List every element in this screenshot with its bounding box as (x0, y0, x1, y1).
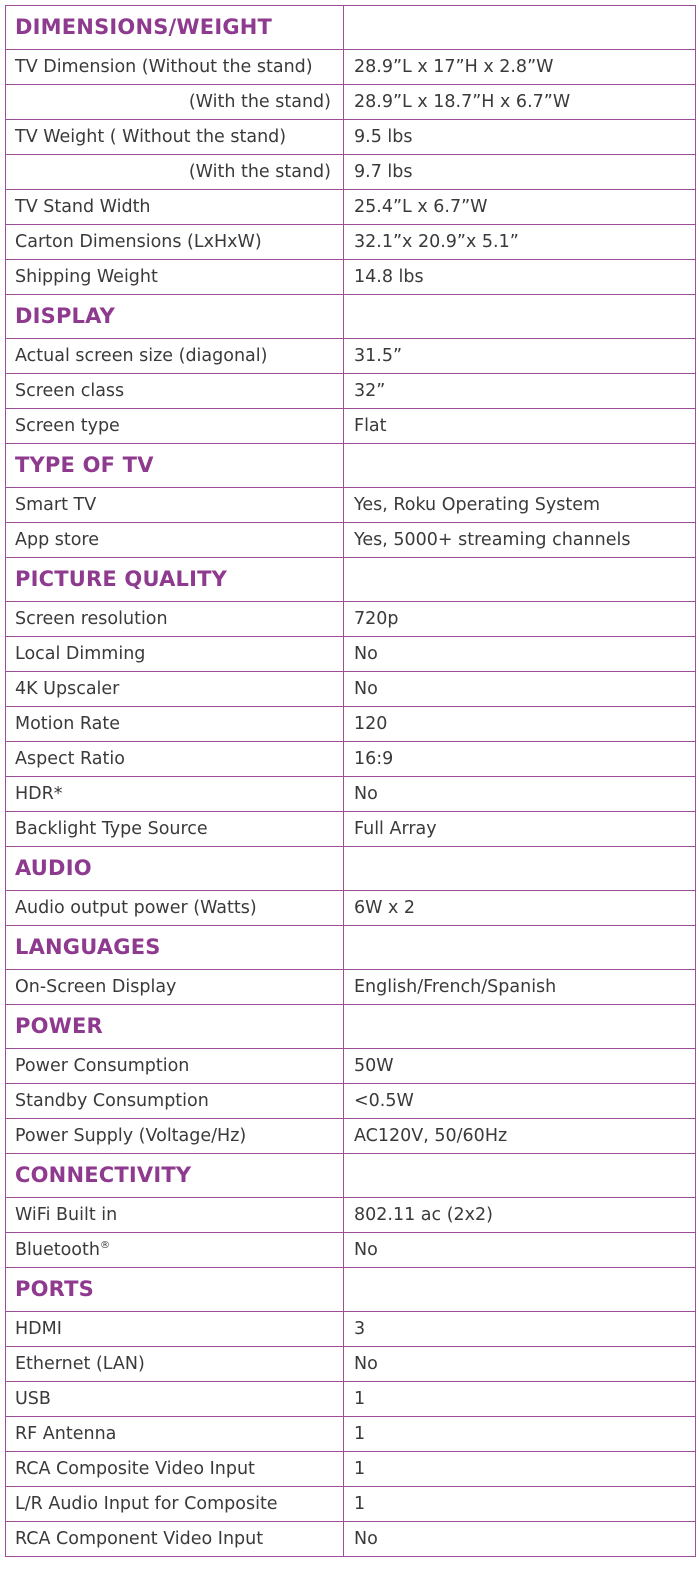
spec-row (6, 1198, 696, 1233)
spec-label: Actual screen size (diagonal) (6, 339, 344, 374)
spec-label: App store (6, 523, 344, 558)
spec-label: Power Supply (Voltage/Hz) (6, 1119, 344, 1154)
spec-label: (With the stand) (6, 85, 344, 120)
spec-value: Yes, 5000+ streaming channels (344, 523, 696, 558)
spec-row (6, 155, 696, 190)
spec-row (6, 777, 696, 812)
spec-label: On-Screen Display (6, 970, 344, 1005)
spec-table (5, 5, 696, 1557)
spec-value: 50W (344, 1049, 696, 1084)
spec-value: 9.5 lbs (344, 120, 696, 155)
spec-label: RCA Composite Video Input (6, 1452, 344, 1487)
spec-row (6, 742, 696, 777)
spec-row (6, 225, 696, 260)
spec-label: Screen resolution (6, 602, 344, 637)
spec-value: 9.7 lbs (344, 155, 696, 190)
section-header-display (6, 295, 696, 339)
spec-label: Power Consumption (6, 1049, 344, 1084)
spec-row (6, 1084, 696, 1119)
spec-label: HDMI (6, 1312, 344, 1347)
spec-row (6, 409, 696, 444)
spec-row (6, 672, 696, 707)
spec-row (6, 1382, 696, 1417)
spec-row (6, 1049, 696, 1084)
spec-value: 32” (344, 374, 696, 409)
spec-value: Yes, Roku Operating System (344, 488, 696, 523)
spec-label: Smart TV (6, 488, 344, 523)
section-header-picture-quality (6, 558, 696, 602)
spec-row (6, 891, 696, 926)
spec-label: Audio output power (Watts) (6, 891, 344, 926)
section-title: PORTS (6, 1268, 344, 1312)
spec-value: AC120V, 50/60Hz (344, 1119, 696, 1154)
spec-label: Screen type (6, 409, 344, 444)
spec-label: Motion Rate (6, 707, 344, 742)
section-title: PICTURE QUALITY (6, 558, 344, 602)
spec-label: USB (6, 1382, 344, 1417)
spec-label: TV Weight ( Without the stand) (6, 120, 344, 155)
section-header-empty-cell (344, 444, 696, 488)
section-header-connectivity (6, 1154, 696, 1198)
spec-row (6, 1347, 696, 1382)
section-header-power (6, 1005, 696, 1049)
spec-row (6, 1487, 696, 1522)
spec-row (6, 1233, 696, 1268)
spec-row (6, 120, 696, 155)
spec-label: 4K Upscaler (6, 672, 344, 707)
section-title: CONNECTIVITY (6, 1154, 344, 1198)
spec-label: HDR* (6, 777, 344, 812)
spec-row (6, 50, 696, 85)
spec-value: Flat (344, 409, 696, 444)
spec-row (6, 1417, 696, 1452)
section-title: AUDIO (6, 847, 344, 891)
section-header-empty-cell (344, 1268, 696, 1312)
spec-value: 31.5” (344, 339, 696, 374)
spec-row (6, 190, 696, 225)
spec-label: TV Dimension (Without the stand) (6, 50, 344, 85)
spec-value: 1 (344, 1452, 696, 1487)
spec-label: TV Stand Width (6, 190, 344, 225)
section-header-empty-cell (344, 6, 696, 50)
spec-row (6, 1119, 696, 1154)
spec-label: (With the stand) (6, 155, 344, 190)
spec-value: 28.9”L x 17”H x 2.8”W (344, 50, 696, 85)
spec-value: No (344, 777, 696, 812)
section-title: LANGUAGES (6, 926, 344, 970)
section-header-empty-cell (344, 847, 696, 891)
spec-label: RCA Component Video Input (6, 1522, 344, 1557)
spec-row (6, 970, 696, 1005)
spec-label: Backlight Type Source (6, 812, 344, 847)
spec-value: 802.11 ac (2x2) (344, 1198, 696, 1233)
spec-label: L/R Audio Input for Composite (6, 1487, 344, 1522)
spec-value: No (344, 1522, 696, 1557)
spec-row (6, 260, 696, 295)
spec-label: Carton Dimensions (LxHxW) (6, 225, 344, 260)
spec-row (6, 1312, 696, 1347)
section-header-ports (6, 1268, 696, 1312)
spec-label: WiFi Built in (6, 1198, 344, 1233)
spec-row (6, 523, 696, 558)
section-title: DIMENSIONS/WEIGHT (6, 6, 344, 50)
spec-value: No (344, 1347, 696, 1382)
spec-label: Aspect Ratio (6, 742, 344, 777)
section-header-empty-cell (344, 1005, 696, 1049)
section-header-languages (6, 926, 696, 970)
spec-row (6, 1452, 696, 1487)
section-header-type-of-tv (6, 444, 696, 488)
spec-row (6, 812, 696, 847)
section-header-empty-cell (344, 295, 696, 339)
section-title: TYPE OF TV (6, 444, 344, 488)
spec-value: Full Array (344, 812, 696, 847)
spec-value: 25.4”L x 6.7”W (344, 190, 696, 225)
spec-row (6, 707, 696, 742)
spec-row (6, 488, 696, 523)
spec-value: <0.5W (344, 1084, 696, 1119)
spec-value: No (344, 637, 696, 672)
spec-row (6, 602, 696, 637)
spec-value: 120 (344, 707, 696, 742)
spec-row (6, 339, 696, 374)
spec-row (6, 1522, 696, 1557)
registered-mark: ® (99, 1240, 110, 1252)
spec-label: Shipping Weight (6, 260, 344, 295)
spec-row (6, 85, 696, 120)
spec-value: 1 (344, 1382, 696, 1417)
spec-value: No (344, 672, 696, 707)
spec-label: Ethernet (LAN) (6, 1347, 344, 1382)
section-header-empty-cell (344, 1154, 696, 1198)
spec-row (6, 374, 696, 409)
spec-value: 28.9”L x 18.7”H x 6.7”W (344, 85, 696, 120)
spec-value: 1 (344, 1417, 696, 1452)
spec-value: 3 (344, 1312, 696, 1347)
spec-value: 1 (344, 1487, 696, 1522)
spec-value: 16:9 (344, 742, 696, 777)
spec-label: Standby Consumption (6, 1084, 344, 1119)
spec-label: Screen class (6, 374, 344, 409)
section-title: DISPLAY (6, 295, 344, 339)
section-header-audio (6, 847, 696, 891)
spec-label: Bluetooth (15, 1240, 100, 1260)
spec-value: English/French/Spanish (344, 970, 696, 1005)
spec-value: 32.1”x 20.9”x 5.1” (344, 225, 696, 260)
spec-label: Local Dimming (6, 637, 344, 672)
section-header-empty-cell (344, 926, 696, 970)
section-header-dimensions-weight (6, 6, 696, 50)
spec-label-cell (6, 1233, 344, 1268)
spec-value: 6W x 2 (344, 891, 696, 926)
spec-row (6, 637, 696, 672)
spec-label: RF Antenna (6, 1417, 344, 1452)
section-title: POWER (6, 1005, 344, 1049)
spec-value: No (344, 1233, 696, 1268)
section-header-empty-cell (344, 558, 696, 602)
spec-value: 14.8 lbs (344, 260, 696, 295)
spec-value: 720p (344, 602, 696, 637)
